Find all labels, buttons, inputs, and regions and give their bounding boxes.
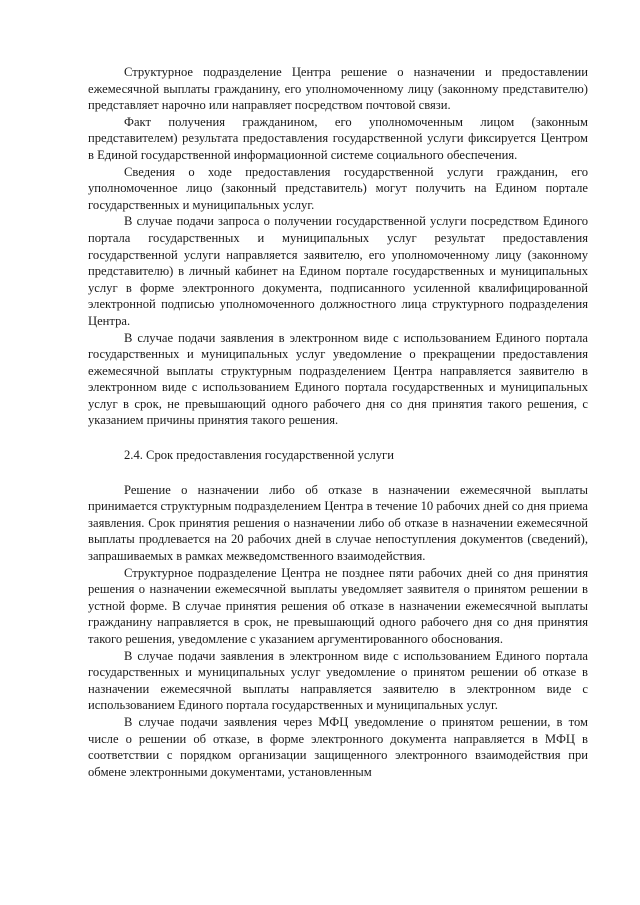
paragraph-oral-notice: Структурное подразделение Центра не позднее пяти рабочих дней со дня принятия решения о назначении ежемесячной выплаты уведомляет заявителя о принятом решении в устной форме. В случае принятия решения об отказе в назначении ежемесячной выплаты гражданину направляется в срок, не превышающий одного рабочего дня со дня принятия такого решения, уведомление с указанием аргументированного обоснования. [88, 565, 588, 646]
paragraph-decision-delivery: Структурное подразделение Центра решение о назначении и предоставлении ежемесячной выплаты гражданину, его уполномоченному лицу (законному представителю) представляет нарочно или направляет посредством почтовой связи. [88, 65, 588, 113]
paragraph-result-recording: Факт получения гражданином, его уполномоченным лицом (законным представителем) результата предоставления государственной услуги фиксируется Центром в Единой государственной информационной системе социального обеспечения. [88, 114, 588, 162]
paragraph-progress-info: Сведения о ходе предоставления государственной услуги гражданин, его уполномоченное лицо (законный представитель) могут получить на Едином портале государственных и муниципальных услуг. [88, 164, 588, 212]
document-page [88, 64, 588, 780]
paragraph-decision-term: Решение о назначении либо об отказе в назначении ежемесячной выплаты принимается структурным подразделением Центра в течение 10 рабочих дней со дня приема заявления. Срок принятия решения о назначении либо об отказе в назначении ежемесячной выплаты продлевается на 20 рабочих дней в случае непоступления документов (сведений), запрашиваемых в рамках межведомственного взаимодействия. [88, 482, 588, 564]
paragraph-mfc-notice: В случае подачи заявления через МФЦ уведомление о принятом решении, в том числе о решении об отказе, в форме электронного документа направляется в МФЦ в соответствии с порядком организации защищенного электронного взаимодействия при обмене электронными документами, установленным [88, 714, 588, 779]
paragraph-termination-notice: В случае подачи заявления в электронном виде с использованием Единого портала государственных и муниципальных услуг уведомление о прекращении предоставления ежемесячной выплаты структурным подразделением Центра направляется заявителю в электронном виде с использованием Единого портала государственных и муниципальных услуг в срок, не превышающий одного рабочего дня со дня принятия такого решения, с указанием причины принятия такого решения. [88, 330, 588, 428]
section-heading: 2.4. Срок предоставления государственной услуги [124, 448, 394, 463]
paragraph-portal-result: В случае подачи запроса о получении государственной услуги посредством Единого портала государственных и муниципальных услуг результат предоставления государственной услуги направляется заявителю, его уполномоченному лицу (законному представителю) в личный кабинет на Едином портале государственных и муниципальных услуг в форме электронного документа, подписанного усиленной квалифицированной электронной подписью уполномоченного должностного лица структурного подразделения Центра. [88, 214, 588, 328]
paragraph-electronic-notice: В случае подачи заявления в электронном виде с использованием Единого портала государственных и муниципальных услуг уведомление о принятом решении об отказе в назначении ежемесячной выплаты направляется заявителю в электронном виде с использованием Единого портала государственных и муниципальных услуг. [88, 648, 588, 713]
